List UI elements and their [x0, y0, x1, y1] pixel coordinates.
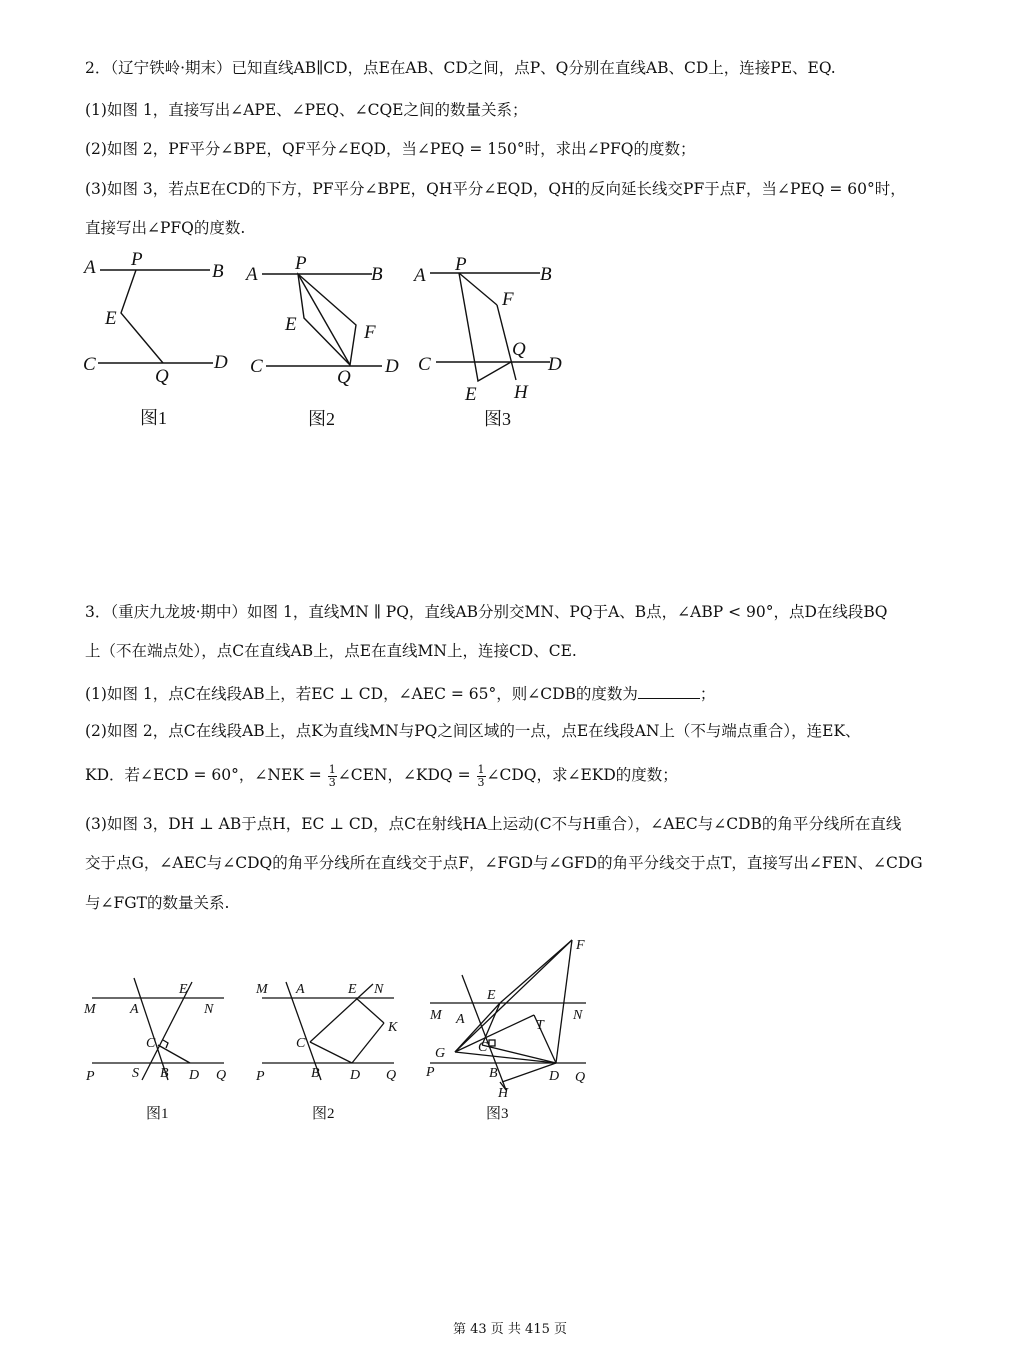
p3-fig1-label-a: A — [130, 1002, 139, 1017]
p3-fig3-label-g: G — [435, 1046, 446, 1061]
problem3-q1-text: (1)如图 1，点C在线段AB上，若EC ⊥ CD，∠AEC = 65°，则∠CDB的度数为 — [85, 685, 638, 703]
p3-fig1-label-p: P — [86, 1069, 95, 1084]
problem2-question-1: (1)如图 1，直接写出∠APE、∠PEQ、∠CQE之间的数量关系； — [85, 101, 528, 119]
fig2-label-f: F — [364, 322, 376, 343]
p3-fig2-line-ek — [356, 998, 384, 1023]
fig1-label-b: B — [212, 261, 224, 282]
fig2-label-c: C — [250, 356, 263, 377]
frac-numerator: 1 — [328, 763, 336, 776]
page-footer: 第 43 页 共 415 页 — [452, 1322, 568, 1337]
p3-fig1-right-angle — [163, 1040, 168, 1048]
fig2-label-p: P — [295, 253, 307, 274]
problem3-question-2b — [85, 764, 678, 788]
problem3-q2b-part1: KD．若∠ECD = 60°，∠NEK = — [85, 766, 322, 785]
p3-fig3-line-dh — [502, 1063, 556, 1082]
fig2-caption: 图2 — [308, 409, 335, 429]
p3-fig2-label-e: E — [348, 982, 357, 997]
p3-fig3-label-a: A — [456, 1012, 465, 1027]
p3-fig3-line-fd — [556, 940, 572, 1063]
p3-fig2-caption: 图2 — [312, 1106, 335, 1122]
p3-fig3-label-d: D — [549, 1069, 560, 1084]
fig1-caption: 图1 — [140, 408, 167, 428]
fig2-quad-pefq — [298, 274, 356, 365]
p3-fig3-line-gf — [455, 940, 572, 1052]
problem3-statement-1: 3．（重庆九龙坡·期中）如图 1，直线MN ∥ PQ，直线AB分别交MN、PQ于A、B点，∠ABP < 90°，点D在线段BQ — [85, 603, 888, 621]
problem2-statement: 2．（辽宁铁岭·期末）已知直线AB∥CD，点E在AB、CD之间，点P、Q分别在直线AB、CD上，连接PE、EQ. — [85, 59, 836, 77]
fig3-label-f: F — [502, 289, 514, 310]
p3-fig1-label-m: M — [84, 1002, 96, 1017]
p3-fig2-line-ce — [310, 984, 373, 1042]
fig2-label-b: B — [371, 264, 383, 285]
p3-fig3-label-q: Q — [575, 1070, 586, 1085]
problem2-question-3b: 直接写出∠PFQ的度数. — [85, 219, 246, 237]
fig1-label-q: Q — [155, 366, 169, 387]
p3-fig3-line-gd — [455, 1052, 556, 1063]
p3-fig2-label-k: K — [388, 1020, 398, 1035]
fig3-label-q: Q — [512, 339, 526, 360]
p3-fig2-line-cd — [310, 1042, 352, 1063]
problem3-q2b-part2: ∠CEN，∠KDQ = — [337, 766, 471, 785]
p3-fig1-label-d: D — [189, 1068, 200, 1083]
p3-fig1-segment-cd — [158, 1045, 190, 1063]
p3-fig1-line-ab — [134, 978, 168, 1080]
frac-denominator: 3 — [477, 775, 485, 789]
p3-fig1-label-b: B — [160, 1066, 169, 1081]
p3-fig2-label-n: N — [374, 982, 384, 997]
fig2-label-q: Q — [337, 367, 351, 388]
p3-fig2-label-b: B — [311, 1066, 320, 1081]
answer-blank[interactable] — [638, 684, 700, 699]
problem3-question-3a: (3)如图 3，DH ⊥ AB于点H，EC ⊥ CD，点C在射线HA上运动(C不与H重合），∠AEC与∠CDB的角平分线所在直线 — [85, 815, 902, 833]
fig3-label-b: B — [540, 264, 552, 285]
fig3-label-a: A — [414, 265, 426, 286]
p3-fig3-label-b: B — [489, 1066, 498, 1081]
p3-fig1-caption: 图1 — [146, 1106, 169, 1122]
p3-fig3-line-cd — [482, 1045, 556, 1063]
fig1-label-a: A — [84, 257, 96, 278]
p3-fig3-label-c: C — [478, 1040, 488, 1055]
problem3-figures — [0, 930, 620, 1130]
problem2-question-2: (2)如图 2，PF平分∠BPE，QF平分∠EQD，当∠PEQ = 150°时，求出∠PFQ的度数； — [85, 140, 696, 158]
p3-fig3-line-ab — [462, 975, 506, 1090]
fig2-label-a: A — [246, 264, 258, 285]
fig1-path-pe-eq — [121, 270, 163, 363]
frac-numerator: 1 — [477, 763, 485, 776]
problem3-question-3c: 与∠FGT的数量关系. — [85, 894, 230, 912]
problem3-question-1 — [85, 684, 715, 703]
fraction-one-third-2 — [477, 764, 486, 788]
fig1-label-p: P — [131, 249, 143, 270]
fig3-label-e: E — [465, 384, 477, 405]
p3-fig3-label-e: E — [487, 988, 496, 1003]
fig1-label-d: D — [214, 352, 228, 373]
p3-fig3-label-m: M — [430, 1008, 442, 1023]
p3-fig2-label-c: C — [296, 1036, 306, 1051]
p3-fig3-label-n: N — [573, 1008, 583, 1023]
p3-fig1-label-c: C — [146, 1036, 156, 1051]
problem3-q2b-part3: ∠CDQ，求∠EKD的度数； — [486, 766, 678, 785]
problem3-statement-2: 上（不在端点处），点C在直线AB上，点E在直线MN上，连接CD、CE. — [85, 642, 577, 660]
p3-fig3-caption: 图3 — [486, 1106, 509, 1122]
p3-fig1-label-n: N — [204, 1002, 214, 1017]
fig3-label-d: D — [548, 354, 562, 375]
p3-fig1-label-s: S — [132, 1066, 139, 1081]
problem3-question-2a: (2)如图 2，点C在线段AB上，点K为直线MN与PQ之间区域的一点，点E在线段AN上（不与端点重合），连EK、 — [85, 722, 861, 740]
fig3-label-c: C — [418, 354, 431, 375]
fig3-line-pf — [459, 273, 497, 305]
p3-fig3-right-angle — [489, 1040, 495, 1046]
fig1-label-e: E — [105, 308, 117, 329]
p3-fig1-label-e: E — [179, 982, 188, 997]
frac-denominator: 3 — [328, 775, 336, 789]
fig3-label-p: P — [455, 254, 467, 275]
p3-fig3-label-f: F — [576, 938, 585, 953]
p3-fig2-line-kd — [352, 1023, 384, 1063]
fig1-label-c: C — [83, 354, 96, 375]
p3-fig2-label-p: P — [256, 1069, 265, 1084]
p3-fig3-label-p: P — [426, 1065, 435, 1080]
problem3-question-3b: 交于点G，∠AEC与∠CDQ的角平分线所在直线交于点F，∠FGD与∠GFD的角平分线交于点T，直接写出∠FEN、∠CDG — [85, 854, 923, 872]
fraction-one-third — [328, 764, 337, 788]
fig2-label-e: E — [285, 314, 297, 335]
p3-fig2-label-m: M — [256, 982, 268, 997]
fig3-label-h: H — [514, 382, 528, 403]
p3-fig3-label-t: T — [536, 1018, 544, 1033]
fig2-label-d: D — [385, 356, 399, 377]
p3-fig1-label-q: Q — [216, 1068, 227, 1083]
fig3-caption: 图3 — [484, 409, 511, 429]
problem3-q1-end: ； — [699, 685, 716, 703]
p3-fig2-label-a: A — [296, 982, 305, 997]
p3-fig2-label-q: Q — [386, 1068, 397, 1083]
p3-fig2-label-d: D — [350, 1068, 361, 1083]
problem2-question-3a: (3)如图 3，若点E在CD的下方，PF平分∠BPE，QH平分∠EQD，QH的反向延长线交PF于点F，当∠PEQ = 60°时， — [85, 180, 906, 198]
p3-fig3-label-h: H — [498, 1086, 509, 1101]
problem2-figures — [0, 240, 620, 440]
